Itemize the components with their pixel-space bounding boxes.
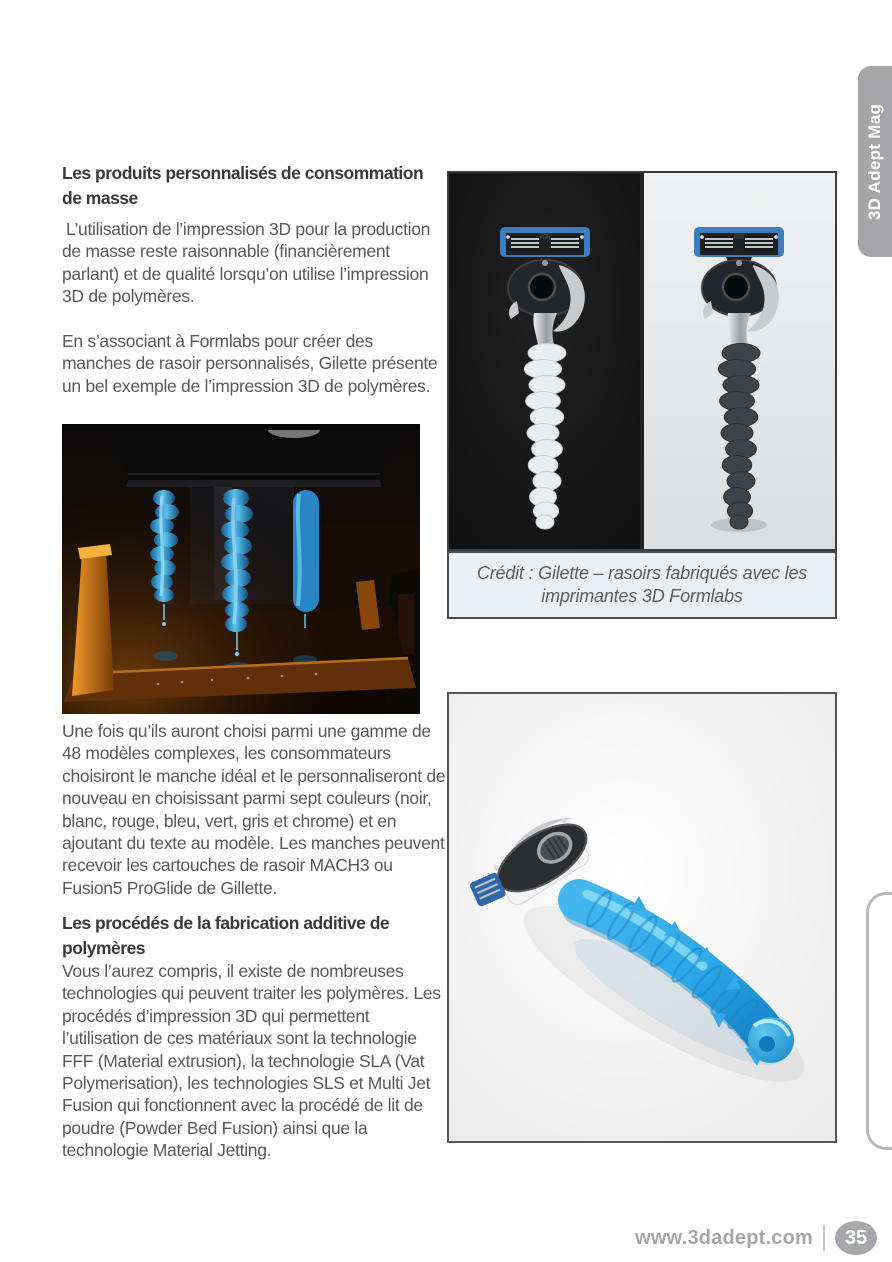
sla-printer-photo (62, 424, 420, 714)
sla-printer-photo-graphic (62, 424, 420, 714)
section-tab (858, 66, 892, 257)
figure-caption: Crédit : Gilette – rasoirs fabriqués avec les imprimantes 3D Formlabs (447, 551, 837, 619)
razors-figure (447, 171, 837, 619)
paragraph-1: L’utilisation de l’impression 3D pour la production de masse reste raisonnable (financièrement parlant) et de qualité lorsqu’on utilise l’impression 3D de polymères. (62, 219, 431, 307)
blue-razor-photo (447, 692, 837, 1143)
razors-photo (447, 171, 837, 551)
section-tab-label: 3D Adept Mag (865, 103, 884, 220)
footer-divider (823, 1225, 825, 1251)
blue-razor-photo-graphic (449, 694, 835, 1141)
section-tab-outline (866, 892, 892, 1150)
paragraph-4: Vous l’aurez compris, il existe de nombreuses technologies qui peuvent traiter les polymères. Les procédés d’impression 3D qui permettent l’utilisation de ces matériaux sont la technologie FFF (Material extrusion), la technologie SLA (Vat Polymerisation), les technologies SLS et Multi Jet Fusion qui fonctionnent avec la procédé de lit de poudre (Powder Bed Fusion) ainsi que la technologie Material Jetting. (62, 961, 441, 1161)
razors-photo-graphic (449, 173, 835, 549)
page-number-badge: 35 (835, 1221, 877, 1255)
section-heading-mass-products: Les produits personnalisés de consommation de masse (62, 163, 424, 208)
paragraph-2: En s’associant à Formlabs pour créer des manches de rasoir personnalisés, Gilette présente un bel exemple de l’impression 3D de polymères. (62, 331, 438, 396)
paragraph-3: Une fois qu’ils auront choisi parmi une gamme de 48 modèles complexes, les consommateurs choisiront le manche idéal et le personnaliseront de nouveau en choisissant parmi sept couleurs (noir, blanc, rouge, bleu, vert, gris et chrome) et en ajoutant du texte au modèle. Les manches peuvent recevoir les cartouches de rasoir MACH3 ou Fusion5 ProGlide de Gillette. (62, 721, 446, 898)
website-url: www.3dadept.com (635, 1226, 813, 1249)
page-footer (635, 1220, 877, 1256)
section-heading-processes: Les procédés de la fabrication additive de polymères (62, 913, 390, 958)
